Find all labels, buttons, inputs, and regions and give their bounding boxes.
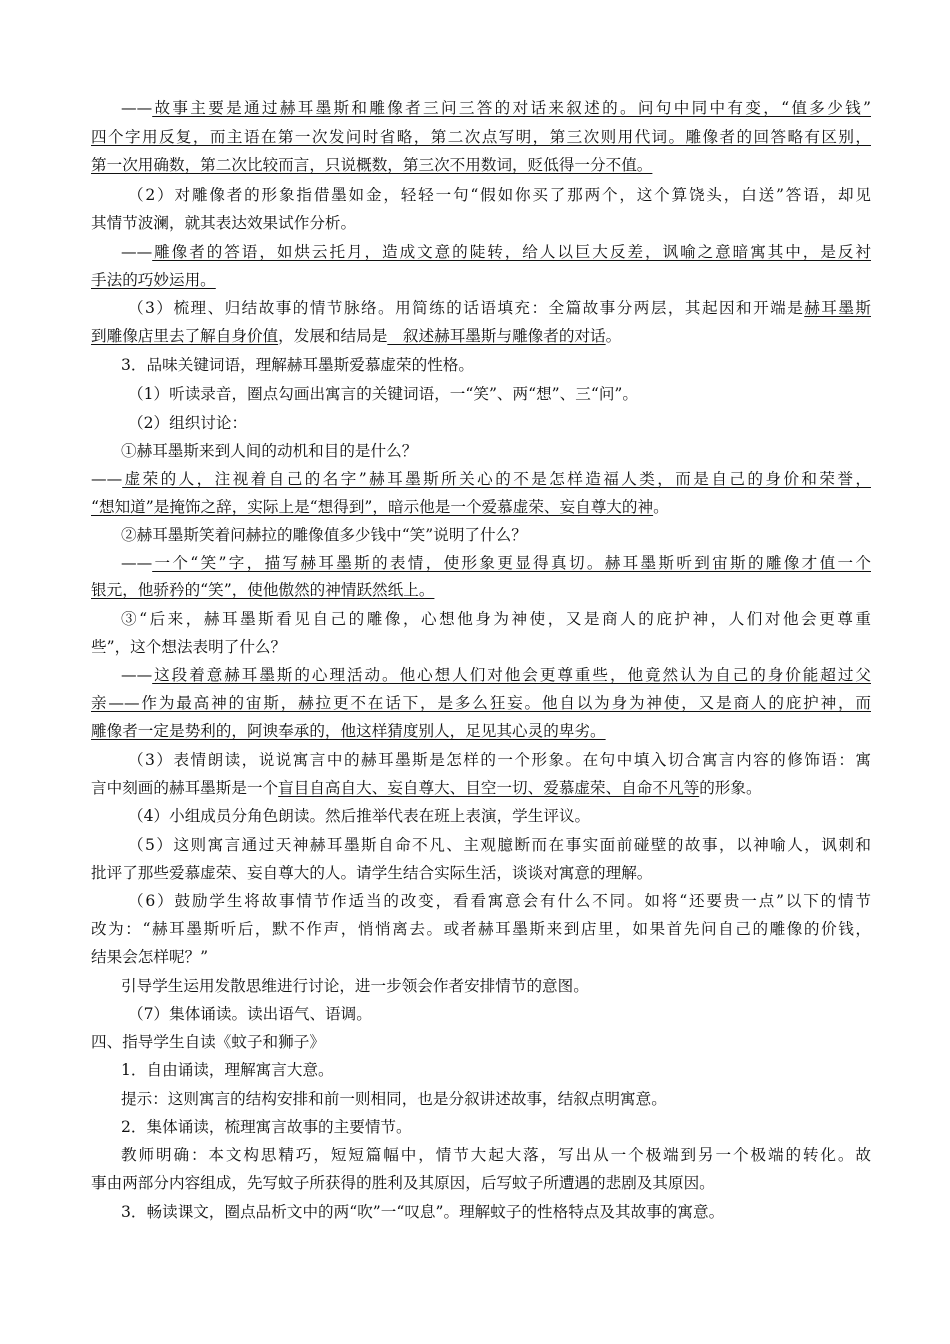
body-text: ②赫耳墨斯笑着问赫拉的雕像值多少钱中“笑”说明了什么？ [121, 526, 527, 544]
body-text: 言中刻画的赫耳墨斯是一个 [91, 779, 279, 797]
body-text: 。 [653, 498, 669, 516]
body-text: （3）梳理、归结故事的情节脉络。用简练的话语填充：全篇故事分两层，其起因和开端是 [128, 299, 805, 317]
text-line [121, 1117, 871, 1139]
text-line [91, 693, 871, 715]
text-line [121, 525, 871, 547]
text-line [91, 947, 871, 969]
text-line [128, 1004, 871, 1026]
body-text: 批评了那些爱慕虚荣、妄自尊大的人。请学生结合实际生活，谈谈对寓意的理解。 [91, 864, 653, 882]
text-line [128, 806, 871, 828]
text-line [91, 863, 871, 885]
underlined-answer-text: “想知道”是掩饰之辞，实际上是“想得到”，暗示他是一个爱慕虚荣、妄自尊大的神 [91, 498, 654, 516]
body-text: 其情节波澜，就其表达效果试作分析。 [91, 214, 357, 232]
text-line [121, 242, 871, 264]
text-line [128, 384, 871, 406]
text-line [91, 155, 871, 177]
text-line [91, 637, 871, 659]
text-line [121, 1060, 871, 1082]
body-text: 些”，这个想法表明了什么？ [91, 638, 287, 656]
body-text: —— [121, 666, 153, 684]
underlined-answer-text: 一个“笑”字，描写赫耳墨斯的表情，使形象更显得真切。赫耳墨斯听到宙斯的雕像才值一个 [152, 554, 871, 572]
body-text: —— [121, 243, 153, 261]
body-text: ①赫耳墨斯来到人间的动机和目的是什么？ [121, 442, 418, 460]
underlined-answer-text: 亲——作为最高神的宙斯，赫拉更不在话下，是多么狂妄。他自以为身为神使，又是商人的庇护神，而 [91, 694, 871, 712]
body-text: 。 [605, 327, 622, 345]
text-line [91, 1173, 871, 1195]
body-text: 教师明确：本文构思精巧，短短篇幅中，情节大起大落，写出从一个极端到另一个极端的转化。故 [121, 1146, 871, 1164]
body-text: ，发展和结局是 [278, 327, 388, 345]
body-text: 的形象。 [699, 779, 762, 797]
body-text: 3．品味关键词语，理解赫耳墨斯爱慕虚荣的性格。 [121, 356, 474, 374]
body-text: （7）集体诵读。读出语气、语调。 [128, 1005, 372, 1023]
body-text: 提示：这则寓言的结构安排和前一则相同，也是分叙讲述故事，结叙点明寓意。 [121, 1090, 667, 1108]
underlined-answer-text: 虚荣的人，注视着自己的名字”赫耳墨斯所关心的不是怎样造福人类，而是自己的身价和荣誉， [122, 470, 871, 488]
text-line [91, 919, 871, 941]
body-text: 结果会怎样呢？” [91, 948, 209, 966]
text-line [121, 441, 871, 463]
underlined-answer-text: 赫耳墨斯 [804, 299, 871, 317]
body-text: （1）听读录音，圈点勾画出寓言的关键词语，一“笑”、两“想”、三“问”。 [128, 385, 638, 403]
text-line [121, 1089, 871, 1111]
underlined-answer-text: 四个字用反复，而主语在第一次发问时省略，第二次点写明，第三次则用代词。雕像者的回答略有区别， [91, 128, 871, 146]
body-text: —— [121, 99, 153, 117]
body-text: 1．自由诵读，理解寓言大意。 [121, 1061, 334, 1079]
text-line [91, 1032, 871, 1054]
body-text: 引导学生运用发散思维进行讨论，进一步领会作者安排情节的意图。 [121, 977, 589, 995]
text-line [91, 270, 871, 292]
body-text: 2．集体诵读，梳理寓言故事的主要情节。 [121, 1118, 412, 1136]
body-text: —— [91, 470, 123, 488]
body-text: 改为：“赫耳墨斯听后，默不作声，悄悄离去。或者赫耳墨斯来到店里，如果首先问自己的雕像的价钱， [91, 920, 871, 938]
text-line [121, 976, 871, 998]
underlined-answer-text: 盲目自高自大、妄自尊大、目空一切、爱慕虚荣、自命不凡等 [278, 779, 700, 797]
body-text: （2）对雕像者的形象指借墨如金，轻轻一句“假如你买了那两个，这个算饶头，白送”答语，却见 [128, 186, 871, 204]
text-line [91, 213, 871, 235]
text-line [128, 185, 871, 207]
text-line [128, 413, 871, 435]
underlined-answer-text: 叙述赫耳墨斯与雕像者的对话 [387, 327, 606, 345]
body-text: 四、指导学生自读《蚊子和狮子》 [91, 1033, 325, 1051]
text-line [121, 1202, 871, 1224]
body-text: —— [121, 554, 153, 572]
text-line [91, 497, 871, 519]
text-line [121, 1145, 871, 1167]
body-text: 事由两部分内容组成，先写蚊子所获得的胜利及其原因，后写蚊子所遭遇的悲剧及其原因。 [91, 1174, 715, 1192]
text-line [91, 469, 871, 491]
text-line [121, 609, 871, 631]
text-line [91, 127, 871, 149]
text-line [91, 778, 871, 800]
underlined-answer-text: 到雕像店里去了解自身价值 [91, 327, 279, 345]
text-line [121, 98, 871, 120]
text-line [91, 326, 871, 348]
text-line [128, 750, 871, 772]
text-line [121, 553, 871, 575]
underlined-answer-text: 雕像者的答语，如烘云托月，造成文意的陡转，给人以巨大反差，讽喻之意暗寓其中，是反衬 [152, 243, 871, 261]
body-text: （3）表情朗读，说说寓言中的赫耳墨斯是怎样的一个形象。在句中填入切合寓言内容的修饰语：寓 [128, 751, 871, 769]
text-line [121, 665, 871, 687]
body-text: （2）组织讨论： [128, 414, 248, 432]
body-text: 3．畅读课文，圈点品析文中的两“吹”一“叹息”。理解蚊子的性格特点及其故事的寓意。 [121, 1203, 725, 1221]
text-line [91, 580, 871, 602]
underlined-answer-text: 第一次用确数，第二次比较而言，只说概数，第三次不用数词，贬低得一分不值。 [91, 156, 653, 174]
underlined-answer-text: 雕像者一定是势利的，阿谀奉承的，他这样猜度别人，足见其心灵的卑劣。 [91, 722, 606, 740]
body-text: （4）小组成员分角色朗读。然后推举代表在班上表演，学生评议。 [128, 807, 591, 825]
underlined-answer-text: 这段着意赫耳墨斯的心理活动。他心想人们对他会更尊重些，他竟然认为自己的身价能超过父 [152, 666, 871, 684]
text-line [128, 891, 871, 913]
text-line [128, 298, 871, 320]
underlined-answer-text: 故事主要是通过赫耳墨斯和雕像者三问三答的对话来叙述的。问句中同中有变，“值多少钱” [152, 99, 871, 117]
underlined-answer-text: 银元，他骄矜的“笑”，使他傲然的神情跃然纸上。 [91, 581, 435, 599]
underlined-answer-text: 手法的巧妙运用。 [91, 271, 216, 289]
body-text: （5）这则寓言通过天神赫耳墨斯自命不凡、主观臆断而在事实面前碰壁的故事，以神喻人，讽刺和 [128, 836, 871, 854]
text-line [128, 835, 871, 857]
text-line [91, 721, 871, 743]
body-text: （6）鼓励学生将故事情节作适当的改变，看看寓意会有什么不同。如将“还要贵一点”以下的情节 [128, 892, 871, 910]
text-line [121, 355, 871, 377]
body-text: ③“后来，赫耳墨斯看见自己的雕像，心想他身为神使，又是商人的庇护神，人们对他会更尊重 [121, 610, 871, 628]
